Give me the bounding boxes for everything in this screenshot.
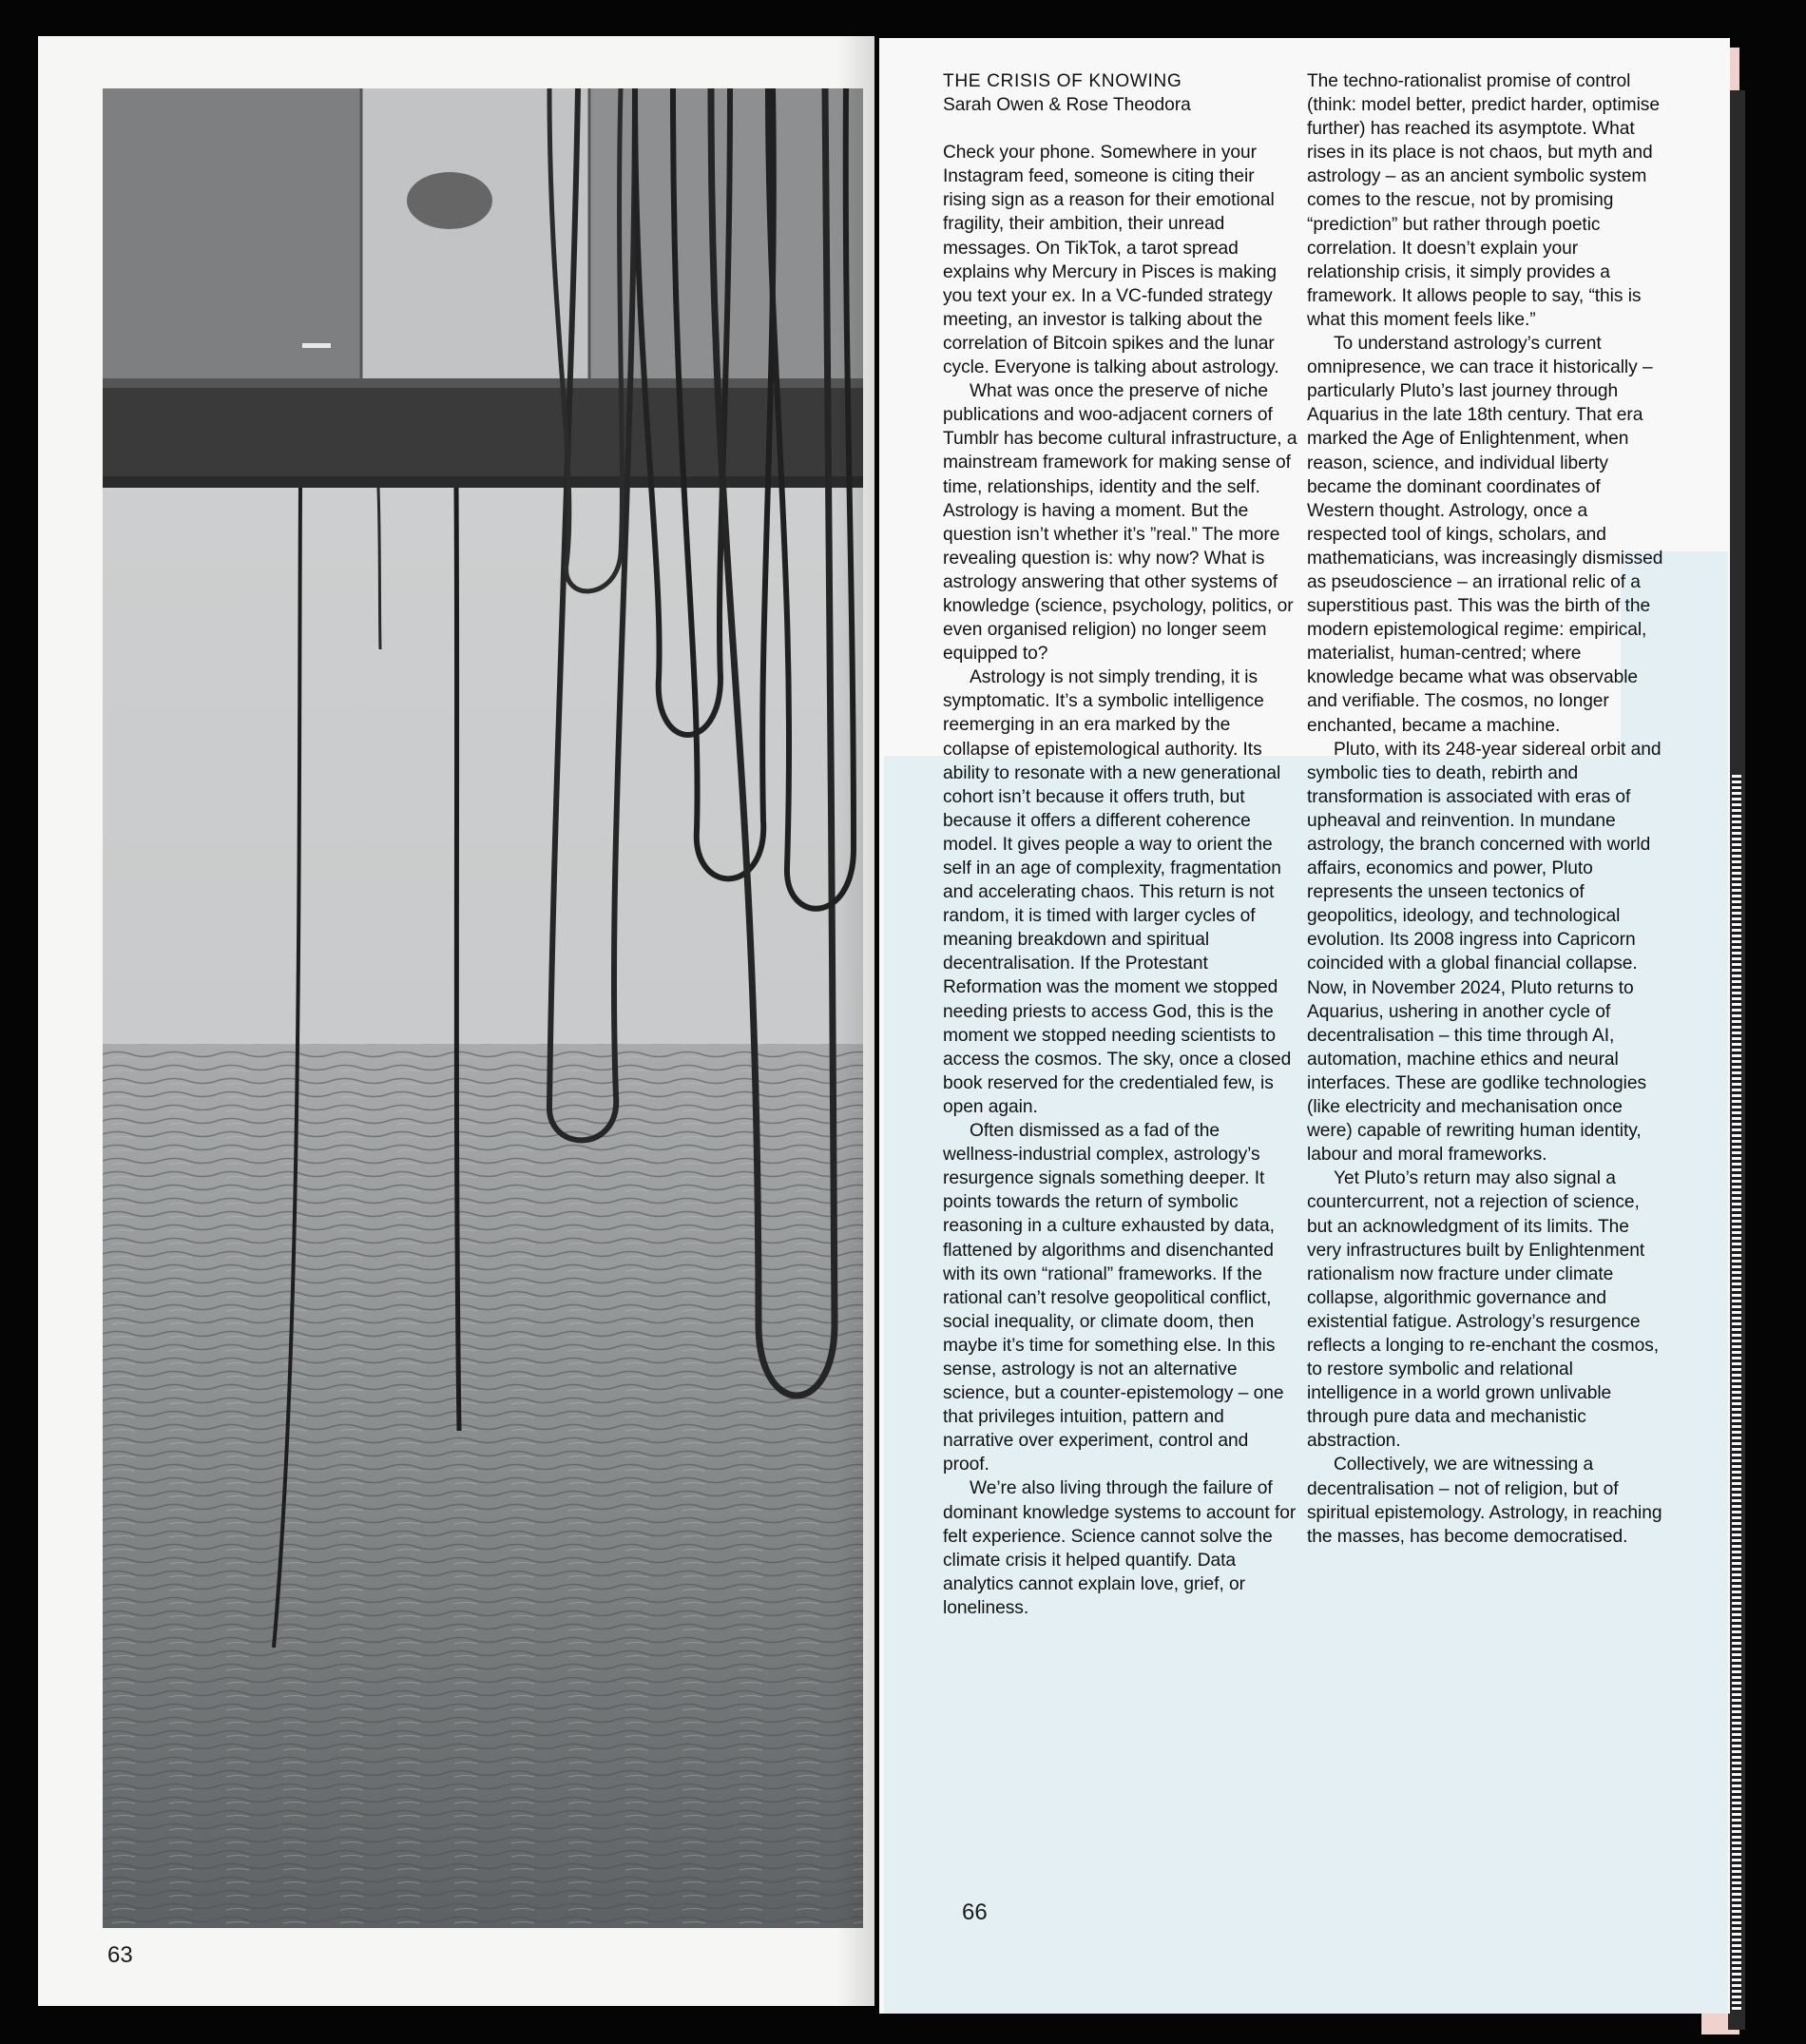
text-column-1 bbox=[943, 69, 1299, 1620]
page-number-right: 66 bbox=[962, 1899, 988, 1925]
page-number-left: 63 bbox=[107, 1942, 133, 1968]
paragraph: Yet Pluto’s return may also signal a countercurrent, not a rejection of science, but an acknowledgment of its limits. The very infrastructures built by Enlightenment rationalism now fracture under climate collapse, algorithmic governance and existential fatigue. Astrology’s resurgence reflects a longing to re-enchant the cosmos, to restore symbolic and relational intelligence in a world grown unlivable through pure data and mechanistic abstraction. bbox=[1307, 1168, 1660, 1452]
paragraph: Pluto, with its 248-year sidereal orbit and symbolic ties to death, rebirth and transformation is associated with eras of upheaval and reinvention. In mundane astrology, the branch concerned with world affairs, economics and power, Pluto represents the unseen tectonics of geopolitics, ideology, and technological evolution. Its 2008 ingress into Capricorn coincided with a global financial collapse. Now, in November 2024, Pluto returns to Aquarius, ushering in another cycle of decentralisation – this time through AI, automation, machine ethics and neural interfaces. These are godlike technologies (like electricity and mechanisation once were) capable of rewriting human identity, labour and moral frameworks. bbox=[1307, 739, 1662, 1166]
paragraph: What was once the preserve of niche publications and woo-adjacent corners of Tumblr has become cultural infrastructure, a mainstream framework for making sense of time, relationships, identity and the self. Astrology is having a moment. But the question isn’t whether it’s ”real.” The more revealing question is: why now? What is astrology answering that other systems of knowledge (science, psychology, politics, or even organised religion) no longer seem equipped to? bbox=[943, 381, 1297, 665]
page-edge-dark bbox=[1728, 90, 1745, 2030]
paragraph: The techno-rationalist promise of control (think: model better, predict harder, optimise further) has reached its asymptote. What rises in its place is not chaos, but myth and astrology – as an ancient symbolic system comes to the rescue, not by promising “prediction” but rather through poetic correlation. It doesn’t explain your relationship crisis, it simply provides a framework. It allows people to say, “this is what this moment feels like.” bbox=[1307, 71, 1660, 330]
paragraph: Often dismissed as a fad of the wellness-industrial complex, astrology’s resurgence signals something deeper. It points towards the return of symbolic reasoning in a culture exhausted by data, flattened by algorithms and disenchanted with its own “rational” frameworks. If the rational can’t resolve geopolitical conflict, social inequality, or climate doom, then maybe it’s time for something else. In this sense, astrology is not an alternative science, but a counter-epistemology – one that privileges intuition, pattern and narrative over experiment, control and proof. bbox=[943, 1121, 1284, 1475]
text-column-2 bbox=[1307, 69, 1663, 1549]
article-byline: Sarah Owen & Rose Theodora bbox=[943, 95, 1191, 116]
rope-photograph bbox=[103, 88, 863, 1928]
gutter-shadow bbox=[836, 36, 874, 2006]
paragraph: We’re also living through the failure of dominant knowledge systems to account for felt experience. Science cannot solve the climate crisis it helped quantify. Data analytics cannot explain love, grief, or loneliness. bbox=[943, 1478, 1297, 1618]
right-page bbox=[879, 38, 1730, 2014]
left-page bbox=[38, 36, 874, 2006]
paragraph: Check your phone. Somewhere in your Instagram feed, someone is citing their rising sign as a reason for their emotional fragility, their ambition, their unread messages. On TikTok, a tarot spread explains why Mercury in Pisces is making you text your ex. In a VC-funded strategy meeting, an investor is talking about the correlation of Bitcoin spikes and the lunar cycle. Everyone is talking about astrology. bbox=[943, 143, 1279, 378]
article-title: THE CRISIS OF KNOWING bbox=[943, 71, 1182, 91]
paragraph: To understand astrology’s current omnipresence, we can trace it historically – particularly Pluto’s last journey through Aquarius in the late 18th century. That era marked the Age of Enlightenment, when reason, science, and individual liberty became the dominant coordinates of Western thought. Astrology, once a respected tool of kings, scholars, and mathematicians, was increasingly dismissed as pseudoscience – an irrational relic of a superstitious past. This was the birth of the modern epistemological regime: empirical, materialist, human-centred; where knowledge became what was observable and verifiable. The cosmos, no longer enchanted, became a machine. bbox=[1307, 334, 1663, 736]
paragraph: Collectively, we are witnessing a decentralisation – not of religion, but of spiritual epistemology. Astrology, in reaching the masses, has become democratised. bbox=[1307, 1455, 1662, 1547]
paragraph: Astrology is not simply trending, it is symptomatic. It’s a symbolic intelligence reemerging in an era marked by the collapse of epistemological authority. Its ability to resonate with a new generational cohort isn’t because it offers truth, but because it offers a different coherence model. It gives people a way to orient the self in an age of complexity, fragmentation and accelerating chaos. This return is not random, it is timed with larger cycles of meaning breakdown and spiritual decentralisation. If the Protestant Reformation was the moment we stopped needing priests to access God, this is the moment we stopped needing scientists to access the cosmos. The sky, once a closed book reserved for the credentialed few, is open again. bbox=[943, 667, 1292, 1117]
